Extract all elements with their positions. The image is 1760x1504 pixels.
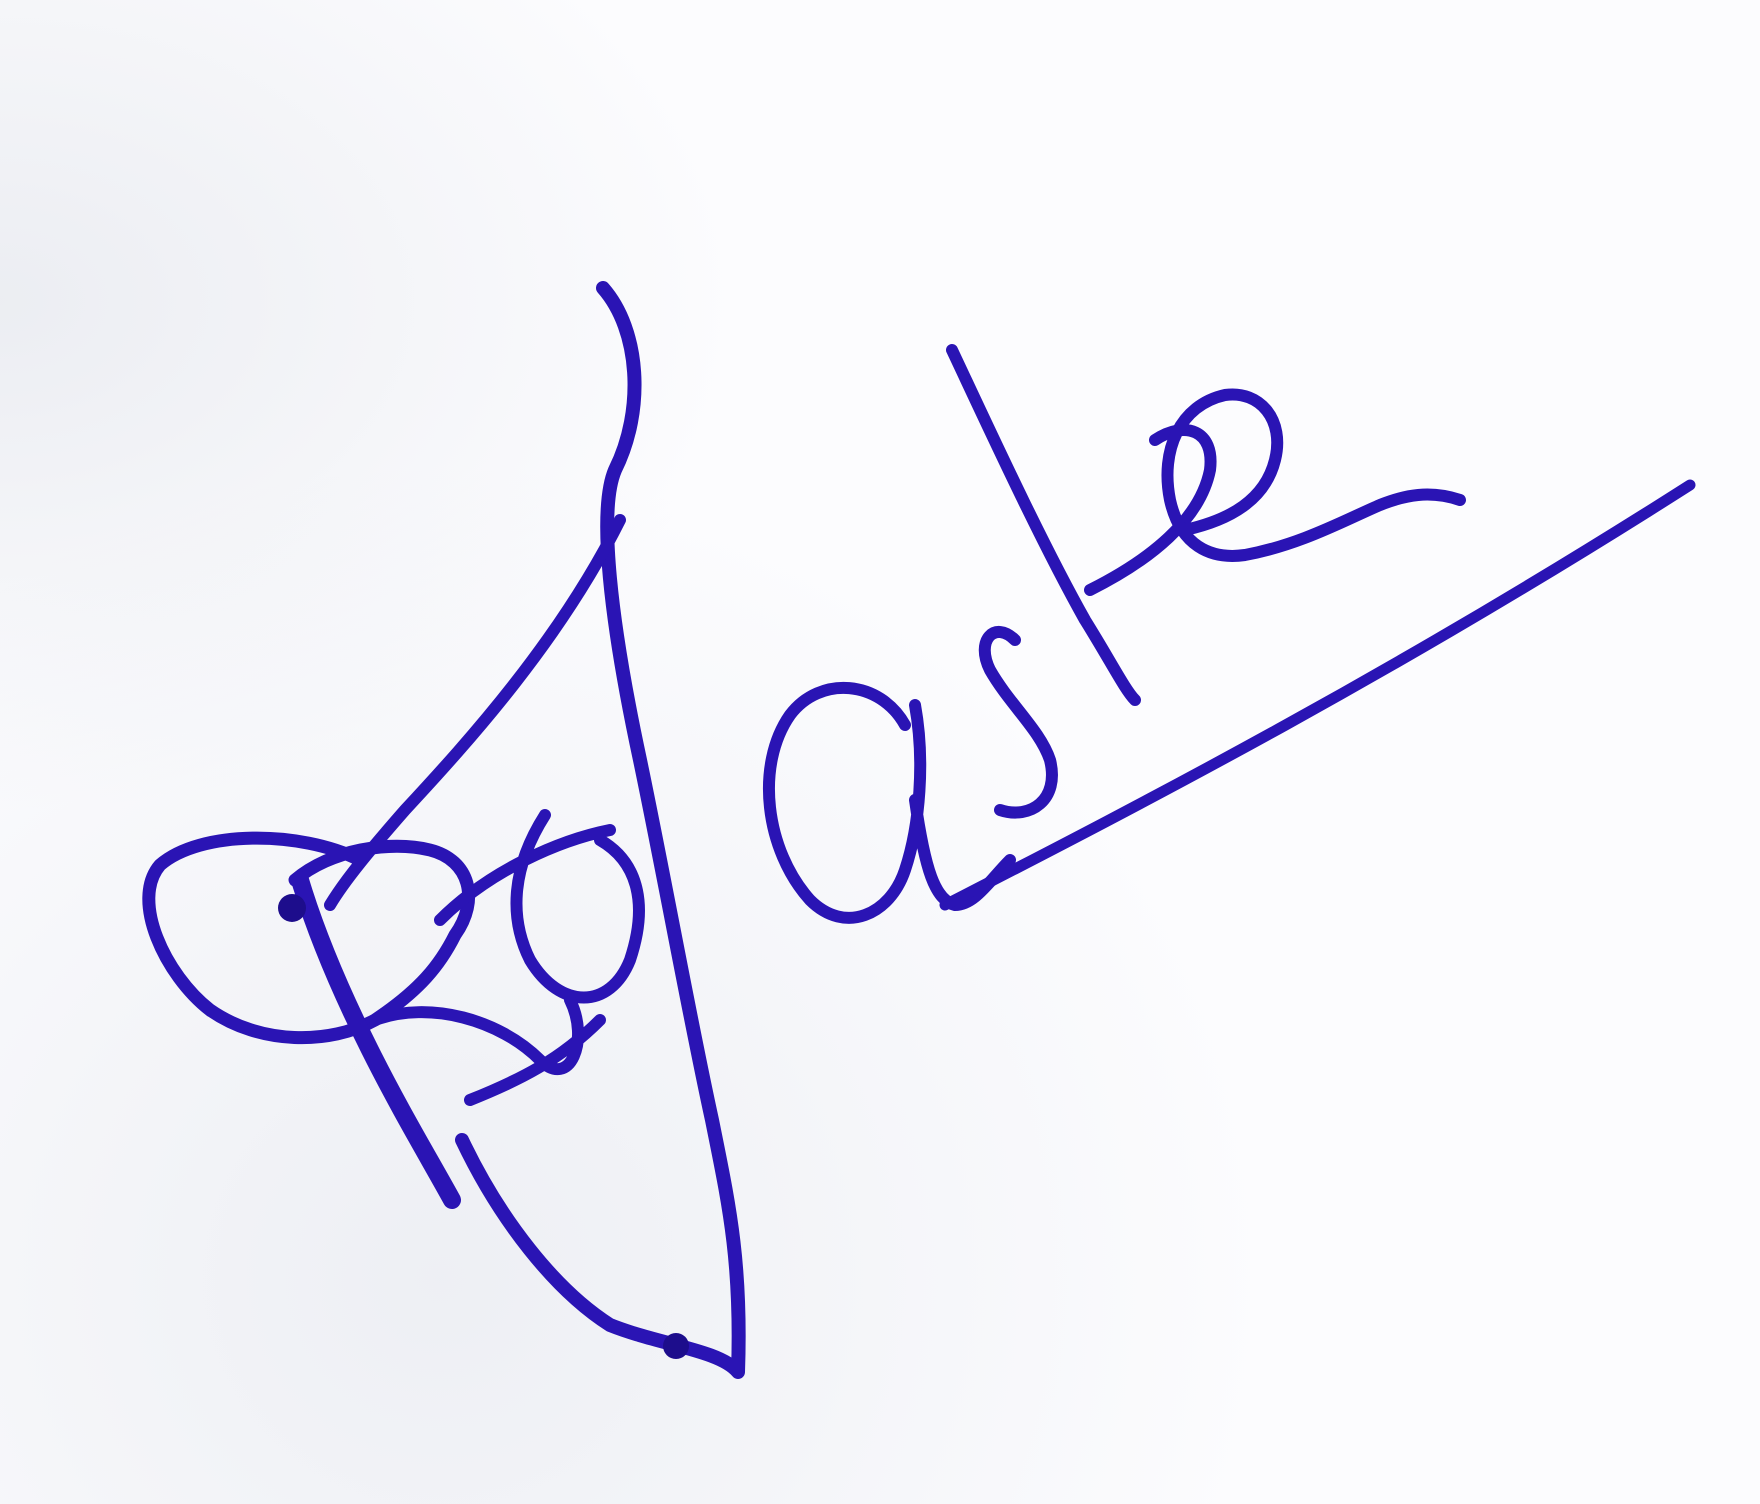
signature-underline [945,485,1690,905]
signature-letter-s-stroke [985,632,1052,813]
signature-hump-stroke [375,1000,600,1100]
signature-letter-a-stroke [769,688,1010,918]
ink-blot [663,1333,689,1359]
ink-blot [278,894,306,922]
signature-ink [149,288,1690,1372]
